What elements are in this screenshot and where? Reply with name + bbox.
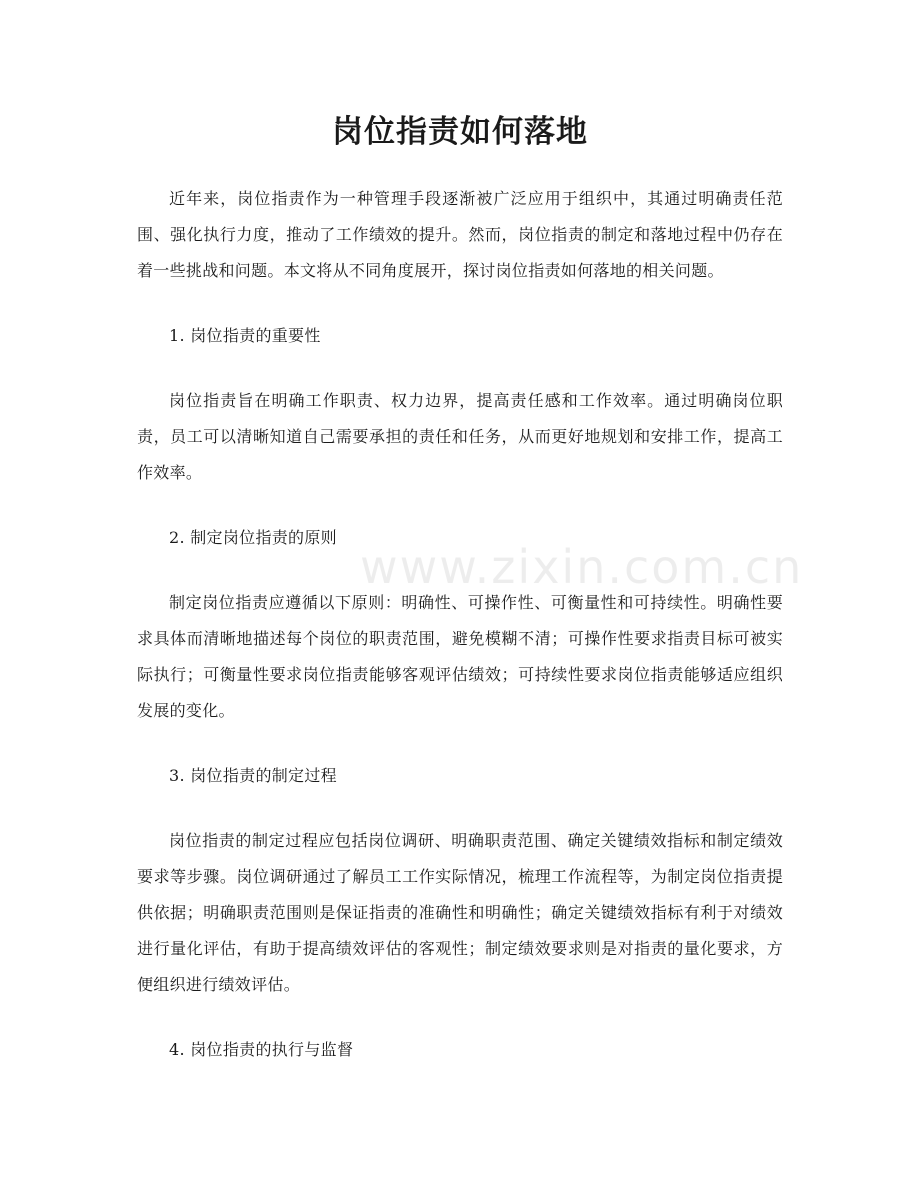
document-title: 岗位指责如何落地 (332, 114, 588, 150)
intro-paragraph: 近年来，岗位指责作为一种管理手段逐渐被广泛应用于组织中，其通过明确责任范围、强化执行力度，推动了工作绩效的提升。然而，岗位指责的制定和落地过程中仍存在着一些挑战和问题。本文将从不同角度展开，探讨岗位指责如何落地的相关问题。 (137, 189, 783, 280)
watermark: www.zixin.com.cn (360, 540, 804, 594)
section-body-1: 岗位指责旨在明确工作职责、权力边界，提高责任感和工作效率。通过明确岗位职责，员工可以清晰知道自己需要承担的责任和任务，从而更好地规划和安排工作，提高工作效率。 (137, 391, 783, 482)
section-heading-1: 1. 岗位指责的重要性 (169, 326, 321, 345)
section-heading-2: 2. 制定岗位指责的原则 (169, 528, 337, 547)
document-body (137, 181, 783, 1097)
section-body-2: 制定岗位指责应遵循以下原则：明确性、可操作性、可衡量性和可持续性。明确性要求具体而清晰地描述每个岗位的职责范围，避免模糊不清；可操作性要求指责目标可被实际执行；可衡量性要求岗位指责能够客观评估绩效；可持续性要求岗位指责能够适应组织发展的变化。 (137, 593, 783, 720)
section-body-3: 岗位指责的制定过程应包括岗位调研、明确职责范围、确定关键绩效指标和制定绩效要求等步骤。岗位调研通过了解员工工作实际情况，梳理工作流程等，为制定岗位指责提供依据；明确职责范围则是保证指责的准确性和明确性；确定关键绩效指标有利于对绩效进行量化评估，有助于提高绩效评估的客观性；制定绩效要求则是对指责的量化要求，方便组织进行绩效评估。 (137, 831, 783, 994)
section-heading-3: 3. 岗位指责的制定过程 (169, 766, 337, 785)
section-heading-4: 4. 岗位指责的执行与监督 (169, 1040, 354, 1059)
